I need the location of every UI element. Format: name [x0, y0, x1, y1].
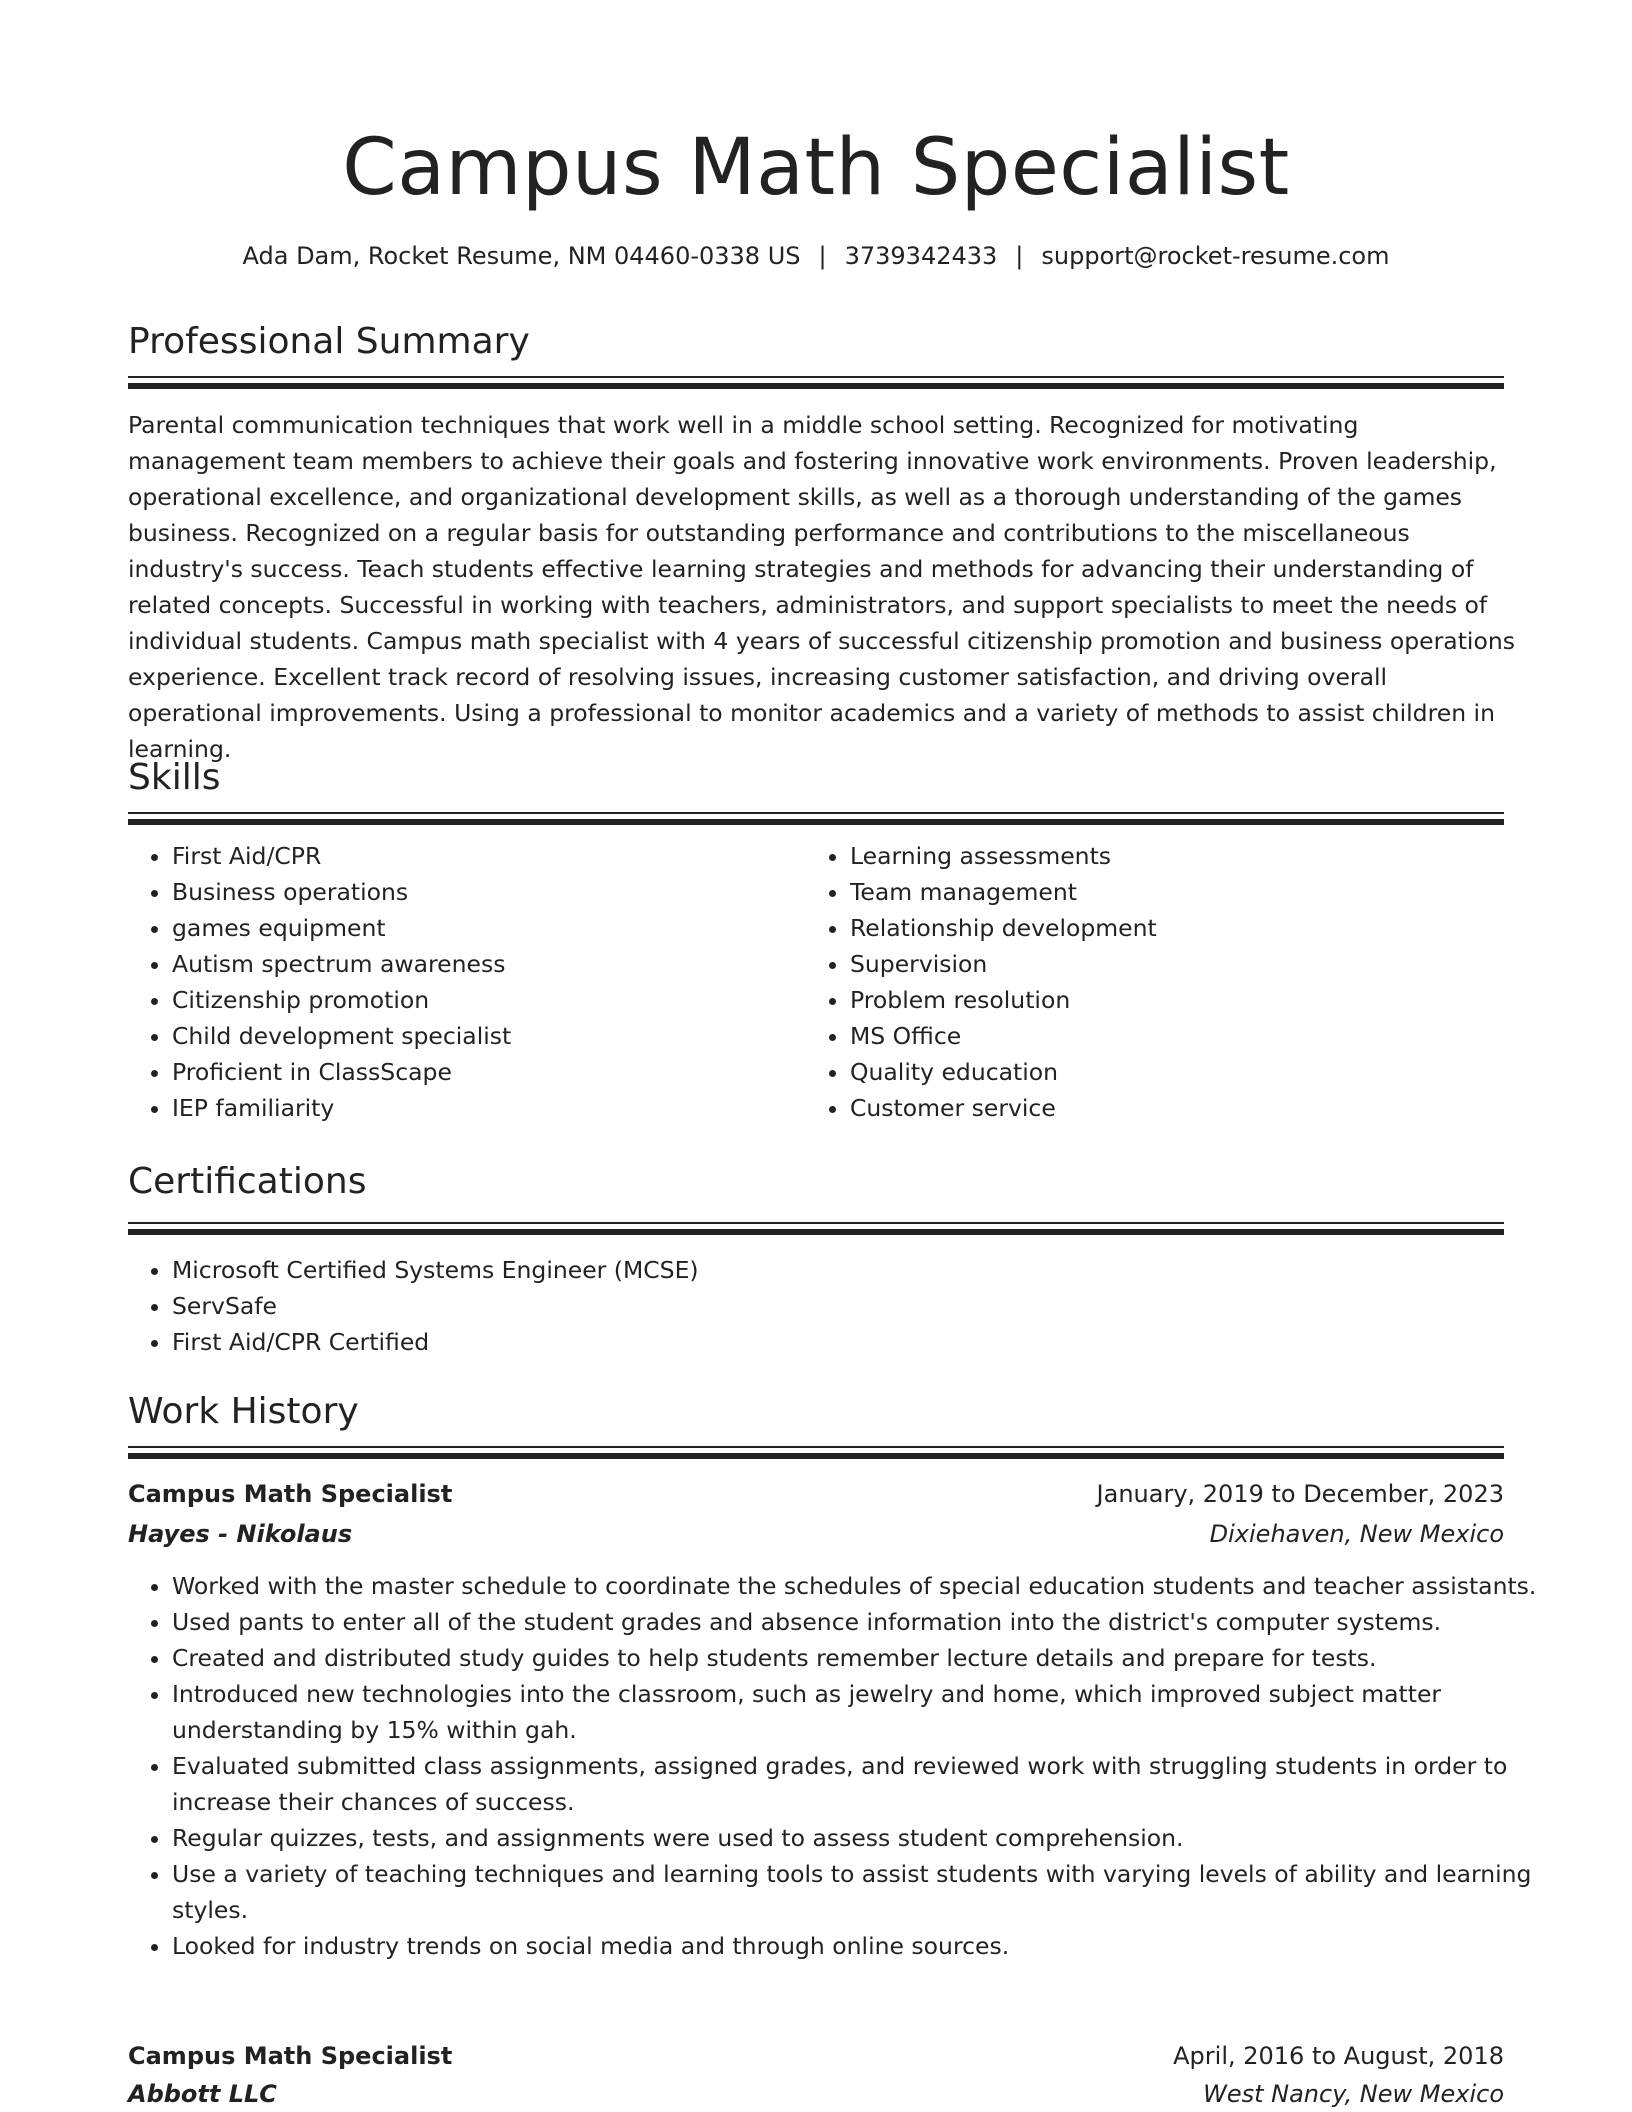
job-bullet: • Worked with the master schedule to coordinate the schedules of special education students and teacher assistants.	[172, 1568, 1542, 1604]
skill-item: • Team management	[850, 874, 1470, 910]
skills-list-left	[128, 838, 792, 1126]
job-bullet: • Use a variety of teaching techniques and learning tools to assist students with varying levels of ability and learning styles.	[172, 1856, 1542, 1928]
skill-item: • Child development specialist	[172, 1018, 792, 1054]
section-divider	[128, 812, 1504, 823]
job-bullet: • Introduced new technologies into the classroom, such as jewelry and home, which improved subject matter understanding by 15% within gah.	[172, 1676, 1542, 1748]
contact-line	[0, 238, 1632, 274]
skill-item: • Business operations	[172, 874, 792, 910]
job-title: Campus Math Specialist	[128, 2042, 453, 2070]
certification-item: • Microsoft Certified Systems Engineer (MCSE)	[172, 1252, 1472, 1288]
job-bullet: • Looked for industry trends on social media and through online sources.	[172, 1928, 1542, 1964]
resume-title: Campus Math Specialist	[342, 123, 1290, 213]
certifications-heading: Certifications	[128, 1161, 367, 1202]
work-history-heading: Work History	[128, 1391, 359, 1432]
section-divider	[128, 1446, 1504, 1457]
skill-item: • Customer service	[850, 1090, 1470, 1126]
skill-item: • Proficient in ClassScape	[172, 1054, 792, 1090]
skill-item: • games equipment	[172, 910, 792, 946]
skill-item: • Relationship development	[850, 910, 1470, 946]
job-bullets	[128, 1568, 1542, 1964]
summary-text: Parental communication techniques that work well in a middle school setting. Recognized for motivating management team members to achieve their goals and fostering innovative work environments. Proven leadership, operational excellence, and organizational development skills, as well as a thorough understanding of the games business. Recognized on a regular basis for outstanding performance and contributions to the miscellaneous industry's success. Teach students effective learning strategies and methods for advancing their understanding of related concepts. Successful in working with teachers, administrators, and support specialists to meet the needs of individual students. Campus math specialist with 4 years of successful citizenship promotion and business operations experience. Excellent track record of resolving issues, increasing customer satisfaction, and driving overall operational improvements. Using a professional to monitor academics and a variety of methods to assist children in learning.	[128, 411, 1515, 763]
skill-item: • Citizenship promotion	[172, 982, 792, 1018]
contact-separator: |	[1015, 242, 1024, 270]
contact-separator: |	[818, 242, 827, 270]
skills-heading: Skills	[128, 757, 221, 798]
skill-item: • Autism spectrum awareness	[172, 946, 792, 982]
contact-phone: 3739342433	[844, 242, 998, 270]
job-bullet: • Evaluated submitted class assignments, assigned grades, and reviewed work with struggling students in order to increase their chances of success.	[172, 1748, 1542, 1820]
job-location: Dixiehaven, New Mexico	[1209, 1520, 1504, 1548]
contact-email[interactable]: support@rocket-resume.com	[1041, 242, 1390, 270]
certification-item: • ServSafe	[172, 1288, 1472, 1324]
skill-item: • Supervision	[850, 946, 1470, 982]
skill-item: • First Aid/CPR	[172, 838, 792, 874]
job-dates: January, 2019 to December, 2023	[1096, 1480, 1504, 1508]
section-divider	[128, 1222, 1504, 1233]
skill-item: • Quality education	[850, 1054, 1470, 1090]
certification-item: • First Aid/CPR Certified	[172, 1324, 1472, 1360]
job-company: Hayes - Nikolaus	[128, 1520, 353, 1548]
contact-address: Ada Dam, Rocket Resume, NM 04460-0338 US	[242, 242, 801, 270]
skills-list-right	[806, 838, 1470, 1126]
job-title: Campus Math Specialist	[128, 1480, 453, 1508]
skill-item: • Learning assessments	[850, 838, 1470, 874]
skill-item: • Problem resolution	[850, 982, 1470, 1018]
job-location: West Nancy, New Mexico	[1203, 2080, 1504, 2108]
job-bullet: • Used pants to enter all of the student grades and absence information into the district's computer systems.	[172, 1604, 1542, 1640]
summary-heading: Professional Summary	[128, 321, 530, 362]
section-divider	[128, 376, 1504, 387]
job-dates: April, 2016 to August, 2018	[1173, 2042, 1504, 2070]
skill-item: • MS Office	[850, 1018, 1470, 1054]
job-company: Abbott LLC	[128, 2080, 277, 2108]
job-bullet: • Regular quizzes, tests, and assignments were used to assess student comprehension.	[172, 1820, 1542, 1856]
job-bullet: • Created and distributed study guides to help students remember lecture details and prepare for tests.	[172, 1640, 1542, 1676]
certifications-list	[128, 1252, 1472, 1360]
skill-item: • IEP familiarity	[172, 1090, 792, 1126]
